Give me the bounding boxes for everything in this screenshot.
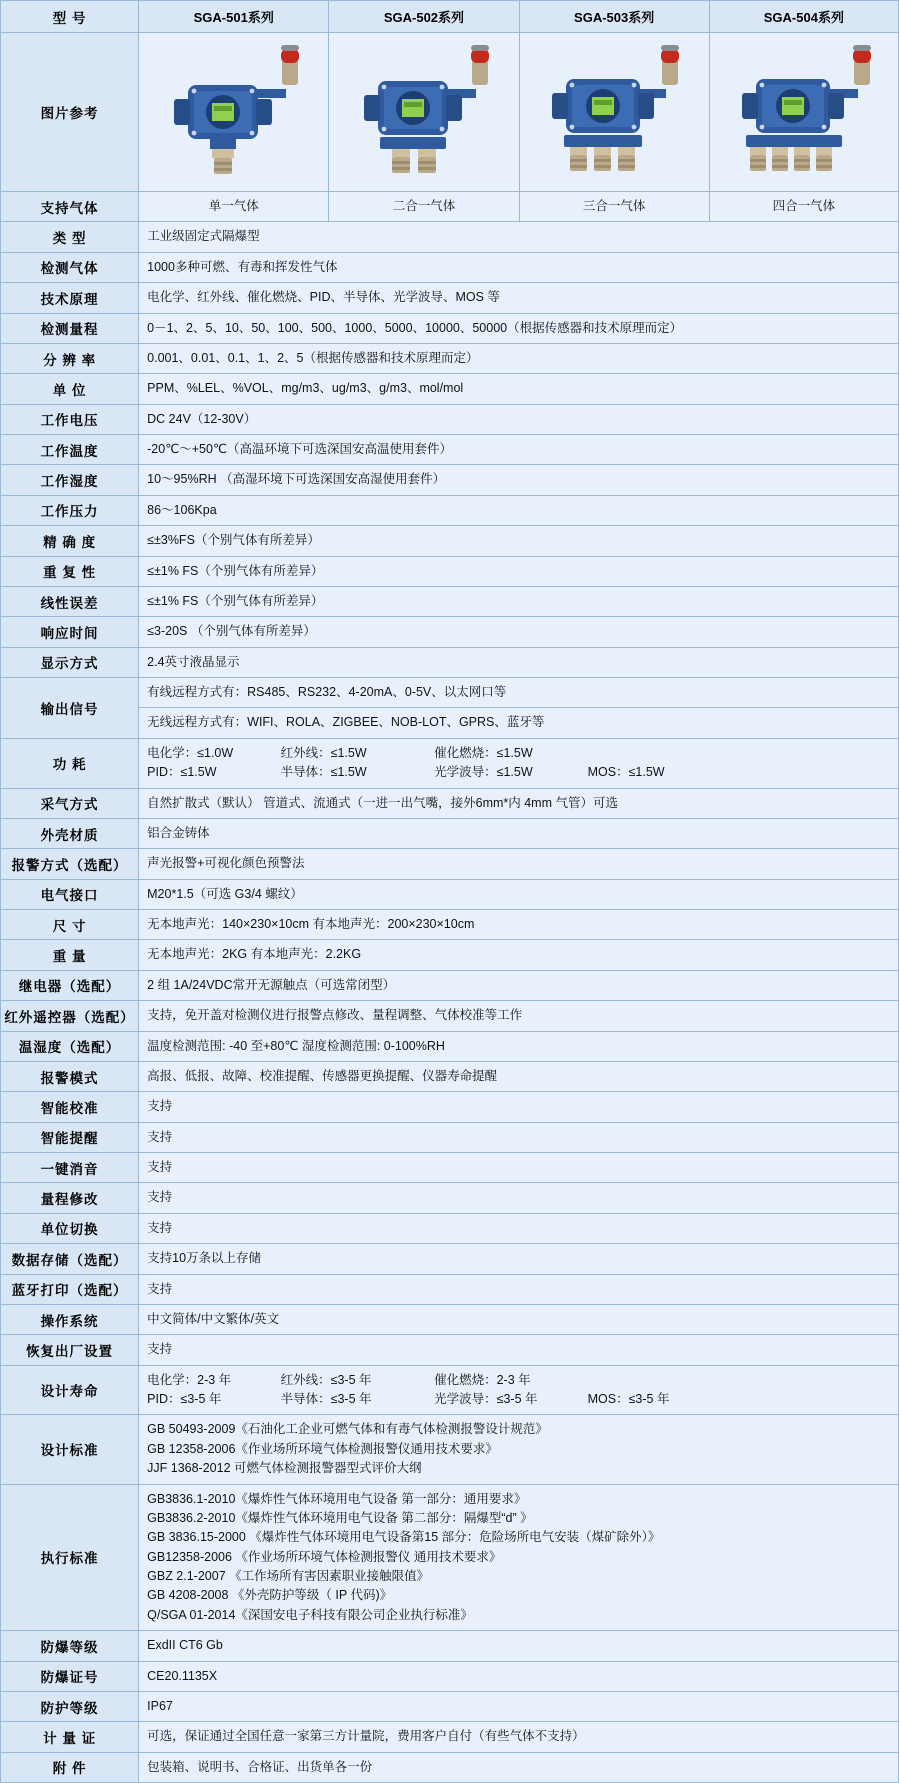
power-item-2: 红外线：≤1.5W xyxy=(280,745,367,760)
row-label-humidity: 工作湿度 xyxy=(1,465,139,495)
row-label-accuracy: 精 确 度 xyxy=(1,526,139,556)
row-label-data-storage: 数据存储（选配） xyxy=(1,1244,139,1274)
exec-standard-item-5: GBZ 2.1-2007 《工作场所有害因素职业接触限值》 xyxy=(147,1569,430,1583)
gas-support-1: 单一气体 xyxy=(139,192,329,222)
row-label-accessory: 附 件 xyxy=(1,1752,139,1782)
row-value-voltage: DC 24V（12-30V） xyxy=(139,404,899,434)
row-value-type: 工业级固定式隔爆型 xyxy=(139,222,899,252)
row-label-relay: 继电器（选配） xyxy=(1,970,139,1000)
model-header-3: SGA-503系列 xyxy=(519,1,709,33)
table-row-bluetooth-print xyxy=(1,1274,899,1304)
row-label-alarm-way: 报警方式（选配） xyxy=(1,849,139,879)
row-label-resolution: 分 辨 率 xyxy=(1,343,139,373)
row-value-os: 中文简体/中文繁体/英文 xyxy=(139,1304,899,1334)
row-label-bluetooth-print: 蓝牙打印（选配） xyxy=(1,1274,139,1304)
row-label-repeatability: 重 复 性 xyxy=(1,556,139,586)
row-value-weight: 无本地声光：2KG 有本地声光：2.2KG xyxy=(139,940,899,970)
row-value-detect-gas: 1000多种可燃、有毒和挥发性气体 xyxy=(139,252,899,282)
row-label-alarm-mode: 报警模式 xyxy=(1,1061,139,1091)
row-label-unit-switch: 单位切换 xyxy=(1,1213,139,1243)
row-value-alarm-mode: 高报、低报、故障、校准提醒、传感器更换提醒、仪器寿命提醒 xyxy=(139,1061,899,1091)
row-value-one-key-mute: 支持 xyxy=(139,1153,899,1183)
life-item-3: 催化燃烧：2-3 年 xyxy=(434,1372,531,1387)
row-value-output-wired: 有线远程方式有：RS485、RS232、4-20mA、0-5V、以太网口等 xyxy=(139,678,899,708)
life-item-7: MOS：≤3-5 年 xyxy=(587,1392,670,1406)
table-row-resolution xyxy=(1,343,899,373)
table-row-design-life xyxy=(1,1365,899,1415)
row-value-ex-certificate: CE20.1135X xyxy=(139,1661,899,1691)
table-row-image xyxy=(1,33,899,192)
device-drawing-2 xyxy=(334,41,514,183)
table-row-unit-switch xyxy=(1,1213,899,1243)
device-drawing-1 xyxy=(144,41,324,183)
row-label-gas-support: 支持气体 xyxy=(1,192,139,222)
row-value-bluetooth-print: 支持 xyxy=(139,1274,899,1304)
row-label-ex-certificate: 防爆证号 xyxy=(1,1661,139,1691)
table-row-model xyxy=(1,1,899,33)
row-value-relay: 2 组 1A/24VDC常开无源触点（可选常闭型） xyxy=(139,970,899,1000)
row-label-temperature: 工作温度 xyxy=(1,435,139,465)
row-label-image: 图片参考 xyxy=(1,33,139,192)
row-value-design-life xyxy=(139,1365,899,1415)
life-item-2: 红外线：≤3-5 年 xyxy=(280,1372,372,1387)
table-row-principle xyxy=(1,283,899,313)
table-row-temp-humidity-option xyxy=(1,1031,899,1061)
row-label-weight: 重 量 xyxy=(1,940,139,970)
row-label-design-life: 设计寿命 xyxy=(1,1365,139,1415)
table-row-detect-gas xyxy=(1,252,899,282)
row-label-range: 检测量程 xyxy=(1,313,139,343)
row-value-linearity: ≤±1% FS（个别气体有所差异） xyxy=(139,586,899,616)
row-label-size: 尺 寸 xyxy=(1,910,139,940)
table-row-pressure xyxy=(1,495,899,525)
row-value-alarm-way: 声光报警+可视化颜色预警法 xyxy=(139,849,899,879)
table-row-electrical-interface xyxy=(1,879,899,909)
row-label-principle: 技术原理 xyxy=(1,283,139,313)
row-value-remote: 支持，免开盖对检测仪进行报警点修改、量程调整、气体校准等工作 xyxy=(139,1001,899,1031)
device-drawing-3 xyxy=(524,41,704,183)
table-row-voltage xyxy=(1,404,899,434)
row-value-temperature: -20℃～+50℃（高温环境下可选深国安高温使用套件） xyxy=(139,435,899,465)
model-header-1: SGA-501系列 xyxy=(139,1,329,33)
table-row-response-time xyxy=(1,617,899,647)
row-value-unit: PPM、%LEL、%VOL、mg/m3、ug/m3、g/m3、mol/mol xyxy=(139,374,899,404)
row-label-range-modify: 量程修改 xyxy=(1,1183,139,1213)
table-row-one-key-mute xyxy=(1,1153,899,1183)
row-value-range-modify: 支持 xyxy=(139,1183,899,1213)
row-label-metering-certificate: 计 量 证 xyxy=(1,1722,139,1752)
table-row-size xyxy=(1,910,899,940)
row-value-electrical-interface: M20*1.5（可选 G3/4 螺纹） xyxy=(139,879,899,909)
row-value-resolution: 0.001、0.01、0.1、1、2、5（根据传感器和技术原理而定） xyxy=(139,343,899,373)
table-row-power xyxy=(1,738,899,788)
table-row-ip-rating xyxy=(1,1691,899,1721)
row-label-smart-reminder: 智能提醒 xyxy=(1,1122,139,1152)
table-row-accuracy xyxy=(1,526,899,556)
table-row-smart-reminder xyxy=(1,1122,899,1152)
table-row-remote xyxy=(1,1001,899,1031)
table-row-range xyxy=(1,313,899,343)
row-value-power xyxy=(139,738,899,788)
model-header-4: SGA-504系列 xyxy=(709,1,898,33)
row-value-repeatability: ≤±1% FS（个别气体有所差异） xyxy=(139,556,899,586)
row-label-type: 类 型 xyxy=(1,222,139,252)
table-row-temperature xyxy=(1,435,899,465)
row-value-factory-reset: 支持 xyxy=(139,1335,899,1365)
design-standard-item-2: GB 12358-2006《作业场所环境气体检测报警仪通用技术要求》 xyxy=(147,1441,498,1456)
row-value-pressure: 86～106Kpa xyxy=(139,495,899,525)
row-label-temp-humidity-option: 温湿度（选配） xyxy=(1,1031,139,1061)
row-label-factory-reset: 恢复出厂设置 xyxy=(1,1335,139,1365)
row-label-one-key-mute: 一键消音 xyxy=(1,1153,139,1183)
life-item-4: PID：≤3-5 年 xyxy=(147,1392,222,1406)
row-label-response-time: 响应时间 xyxy=(1,617,139,647)
row-label-remote: 红外遥控器（选配） xyxy=(1,1001,139,1031)
row-label-linearity: 线性误差 xyxy=(1,586,139,616)
row-value-sampling: 自然扩散式（默认） 管道式、流通式（一进一出气嘴，接外6mm*内 4mm 气管）可选 xyxy=(139,788,899,818)
table-row-alarm-way xyxy=(1,849,899,879)
product-image-4 xyxy=(709,33,898,192)
row-value-metering-certificate: 可选，保证通过全国任意一家第三方计量院，费用客户自付（有些气体不支持） xyxy=(139,1722,899,1752)
power-item-3: 催化燃烧：≤1.5W xyxy=(434,745,533,760)
row-value-size: 无本地声光：140×230×10cm 有本地声光：200×230×10cm xyxy=(139,910,899,940)
table-row-range-modify xyxy=(1,1183,899,1213)
product-image-2 xyxy=(329,33,519,192)
row-value-accuracy: ≤±3%FS（个别气体有所差异） xyxy=(139,526,899,556)
row-value-ex-level: ExdII CT6 Gb xyxy=(139,1631,899,1661)
table-row-output-wired xyxy=(1,678,899,708)
row-label-model: 型 号 xyxy=(1,1,139,33)
row-value-unit-switch: 支持 xyxy=(139,1213,899,1243)
row-value-accessory: 包装箱、说明书、合格证、出货单各一份 xyxy=(139,1752,899,1782)
row-label-detect-gas: 检测气体 xyxy=(1,252,139,282)
row-label-ip-rating: 防护等级 xyxy=(1,1691,139,1721)
table-row-design-standard xyxy=(1,1415,899,1484)
life-item-6: 光学波导：≤3-5 年 xyxy=(434,1392,538,1406)
row-value-display: 2.4英寸液晶显示 xyxy=(139,647,899,677)
gas-support-4: 四合一气体 xyxy=(709,192,898,222)
table-row-accessory xyxy=(1,1752,899,1782)
exec-standard-item-4: GB12358-2006 《作业场所环境气体检测报警仪 通用技术要求》 xyxy=(147,1549,502,1564)
row-label-pressure: 工作压力 xyxy=(1,495,139,525)
power-item-7: MOS：≤1.5W xyxy=(587,765,665,780)
table-row-gas-support xyxy=(1,192,899,222)
table-row-humidity xyxy=(1,465,899,495)
row-label-ex-level: 防爆等级 xyxy=(1,1631,139,1661)
row-value-response-time: ≤3-20S （个别气体有所差异） xyxy=(139,617,899,647)
table-row-metering-certificate xyxy=(1,1722,899,1752)
power-item-1: 电化学：≤1.0W xyxy=(147,745,234,760)
table-row-factory-reset xyxy=(1,1335,899,1365)
row-label-output: 输出信号 xyxy=(1,678,139,739)
row-label-power: 功 耗 xyxy=(1,738,139,788)
row-label-os: 操作系统 xyxy=(1,1304,139,1334)
row-label-design-standard: 设计标准 xyxy=(1,1415,139,1484)
row-label-display: 显示方式 xyxy=(1,647,139,677)
power-item-5: 半导体：≤1.5W xyxy=(280,765,367,780)
table-row-unit xyxy=(1,374,899,404)
table-row-sampling xyxy=(1,788,899,818)
row-value-humidity: 10～95%RH （高湿环境下可选深国安高湿使用套件） xyxy=(139,465,899,495)
exec-standard-item-7: Q/SGA 01-2014《深国安电子科技有限公司企业执行标准》 xyxy=(147,1607,473,1622)
row-value-exec-standard xyxy=(139,1484,899,1631)
table-row-data-storage xyxy=(1,1244,899,1274)
row-value-design-standard xyxy=(139,1415,899,1484)
power-item-4: PID：≤1.5W xyxy=(147,765,217,780)
table-row-alarm-mode xyxy=(1,1061,899,1091)
table-row-ex-certificate xyxy=(1,1661,899,1691)
row-value-data-storage: 支持10万条以上存储 xyxy=(139,1244,899,1274)
table-row-type xyxy=(1,222,899,252)
row-label-exec-standard: 执行标准 xyxy=(1,1484,139,1631)
row-value-ip-rating: IP67 xyxy=(139,1691,899,1721)
table-row-os xyxy=(1,1304,899,1334)
power-item-6: 光学波导：≤1.5W xyxy=(434,765,533,780)
row-label-electrical-interface: 电气接口 xyxy=(1,879,139,909)
table-row-shell xyxy=(1,818,899,848)
row-value-shell: 铝合金铸体 xyxy=(139,818,899,848)
exec-standard-item-6: GB 4208-2008 《外壳防护等级（ IP 代码)》 xyxy=(147,1588,393,1603)
table-row-display xyxy=(1,647,899,677)
device-drawing-4 xyxy=(714,41,894,183)
exec-standard-item-1: GB3836.1-2010《爆炸性气体环境用电气设备 第一部分：通用要求》 xyxy=(147,1491,527,1506)
table-row-linearity xyxy=(1,586,899,616)
gas-support-2: 二合一气体 xyxy=(329,192,519,222)
gas-support-3: 三合一气体 xyxy=(519,192,709,222)
table-row-exec-standard xyxy=(1,1484,899,1631)
row-label-smart-calibration: 智能校准 xyxy=(1,1092,139,1122)
row-value-smart-reminder: 支持 xyxy=(139,1122,899,1152)
row-label-sampling: 采气方式 xyxy=(1,788,139,818)
life-item-5: 半导体：≤3-5 年 xyxy=(280,1392,372,1406)
design-standard-item-1: GB 50493-2009《石油化工企业可燃气体和有毒气体检测报警设计规范》 xyxy=(147,1422,548,1437)
table-row-smart-calibration xyxy=(1,1092,899,1122)
row-value-range: 0－1、2、5、10、50、100、500、1000、5000、10000、50000（根据传感器和技术原理而定） xyxy=(139,313,899,343)
row-value-temp-humidity-option: 温度检测范围: -40 至+80℃ 湿度检测范围: 0-100%RH xyxy=(139,1031,899,1061)
row-value-output-wireless: 无线远程方式有：WIFI、ROLA、ZIGBEE、NOB-LOT、GPRS、蓝牙等 xyxy=(139,708,899,738)
product-image-3 xyxy=(519,33,709,192)
exec-standard-item-3: GB 3836.15-2000 《爆炸性气体环境用电气设备第15 部分：危险场所电气安装（煤矿除外）》 xyxy=(147,1530,661,1545)
row-value-smart-calibration: 支持 xyxy=(139,1092,899,1122)
row-label-unit: 单 位 xyxy=(1,374,139,404)
row-label-shell: 外壳材质 xyxy=(1,818,139,848)
table-row-ex-level xyxy=(1,1631,899,1661)
design-standard-item-3: JJF 1368-2012 可燃气体检测报警器型式评价大纲 xyxy=(147,1461,422,1476)
model-header-2: SGA-502系列 xyxy=(329,1,519,33)
product-image-1 xyxy=(139,33,329,192)
life-item-1: 电化学：2-3 年 xyxy=(147,1372,232,1387)
table-row-relay xyxy=(1,970,899,1000)
table-row-weight xyxy=(1,940,899,970)
row-value-principle: 电化学、红外线、催化燃烧、PID、半导体、光学波导、MOS 等 xyxy=(139,283,899,313)
row-label-voltage: 工作电压 xyxy=(1,404,139,434)
table-row-repeatability xyxy=(1,556,899,586)
exec-standard-item-2: GB3836.2-2010《爆炸性气体环境用电气设备 第二部分：隔爆型“d” 》 xyxy=(147,1510,533,1525)
